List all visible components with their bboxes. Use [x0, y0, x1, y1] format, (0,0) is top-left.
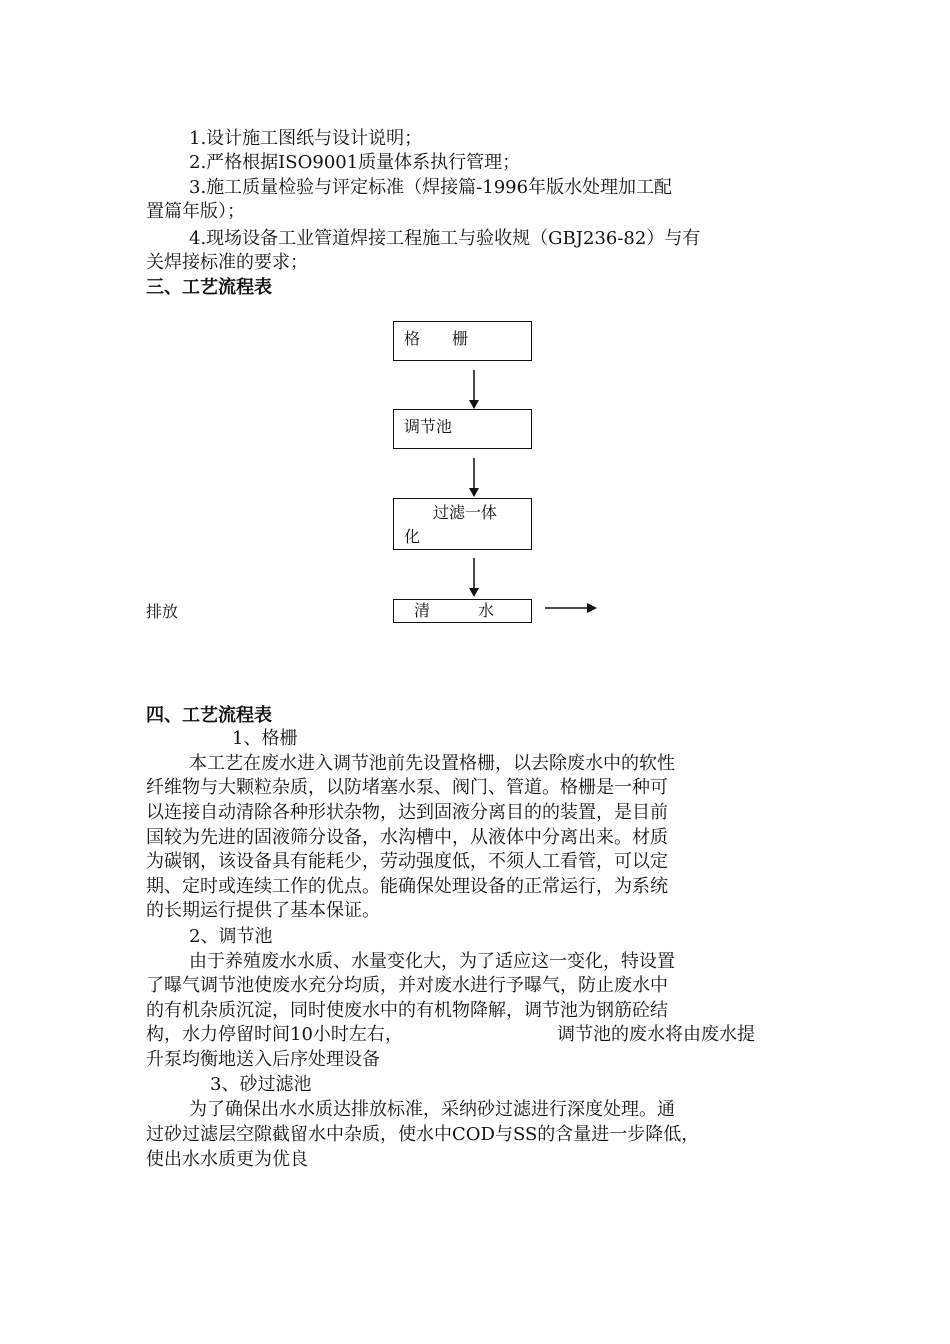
sub2-title: 2、调节池	[189, 926, 273, 947]
sub1-line-4: 国较为先进的固液筛分设备，水沟槽中，从液体中分离出来。材质	[146, 827, 668, 848]
section3-heading: 三、工艺流程表	[146, 277, 272, 298]
flow-box-equalization	[393, 409, 532, 449]
basis-item-4: 4.现场设备工业管道焊接工程施工与验收规（GBJ236-82）与有	[189, 228, 701, 249]
flow-box-clear-water-label: 清 水	[414, 601, 495, 620]
flow-box-filter-label-2: 化	[404, 527, 421, 546]
sub1-line-3: 以连接自动清除各种形状杂物，达到固液分离目的的装置，是目前	[146, 802, 668, 823]
arrow-down-1	[466, 370, 482, 410]
flow-box-filter	[393, 498, 532, 550]
sub3-line-3: 使出水水质更为优良	[146, 1149, 308, 1170]
sub2-line-2: 了曝气调节池使废水充分均质，并对废水进行予曝气，防止废水中	[146, 975, 668, 996]
sub3-title: 3、砂过滤池	[210, 1074, 312, 1095]
sub3-line-2: 过砂过滤层空隙截留水中杂质，使水中COD与SS的含量进一步降低，	[146, 1124, 700, 1145]
basis-item-3: 3.施工质量检验与评定标准（焊接篇-1996年版水处理加工配	[189, 177, 673, 198]
sub1-line-2: 纤维物与大颗粒杂质，以防堵塞水泵、阀门、管道。格栅是一种可	[146, 777, 668, 798]
arrow-down-3	[466, 558, 482, 598]
sub1-line-6: 期、定时或连续工作的优点。能确保处理设备的正常运行，为系统	[146, 876, 668, 897]
flow-box-clear-water	[393, 599, 532, 623]
sub2-line-4a: 构，水力停留时间10小时左右，	[146, 1024, 403, 1045]
flow-box-grille-label: 格 栅	[404, 329, 469, 348]
discharge-label: 排放	[146, 602, 179, 621]
flow-box-equalization-label: 调节池	[404, 417, 453, 436]
sub1-line-7: 的长期运行提供了基本保证。	[146, 900, 380, 921]
sub2-line-4b: 调节池的废水将由废水提	[557, 1024, 755, 1045]
sub2-line-1: 由于养殖废水水质、水量变化大，为了适应这一变化，特设置	[189, 951, 675, 972]
basis-item-3-cont: 置篇年版）；	[146, 201, 245, 222]
arrow-down-2	[466, 458, 482, 498]
flow-box-filter-label-1: 过滤一体	[433, 503, 498, 522]
arrow-right	[545, 600, 601, 616]
sub2-line-3: 的有机杂质沉淀，同时使废水中的有机物降解，调节池为钢筋砼结	[146, 1000, 668, 1021]
section4-heading: 四、工艺流程表	[146, 705, 272, 726]
basis-item-2: 2.严格根据ISO9001质量体系执行管理；	[189, 152, 521, 173]
sub2-line-5: 升泵均衡地送入后序处理设备	[146, 1049, 380, 1070]
sub3-line-1: 为了确保出水水质达排放标准，采纳砂过滤进行深度处理。通	[189, 1099, 675, 1120]
basis-item-1: 1.设计施工图纸与设计说明；	[189, 128, 423, 149]
sub1-line-1: 本工艺在废水进入调节池前先设置格栅，以去除废水中的软性	[189, 753, 675, 774]
basis-item-4-cont: 关焊接标准的要求；	[146, 252, 308, 273]
sub1-title: 1、格栅	[232, 728, 298, 749]
flow-box-grille	[393, 321, 532, 361]
sub1-line-5: 为碳钢，该设备具有能耗少，劳动强度低，不须人工看管，可以定	[146, 851, 668, 872]
